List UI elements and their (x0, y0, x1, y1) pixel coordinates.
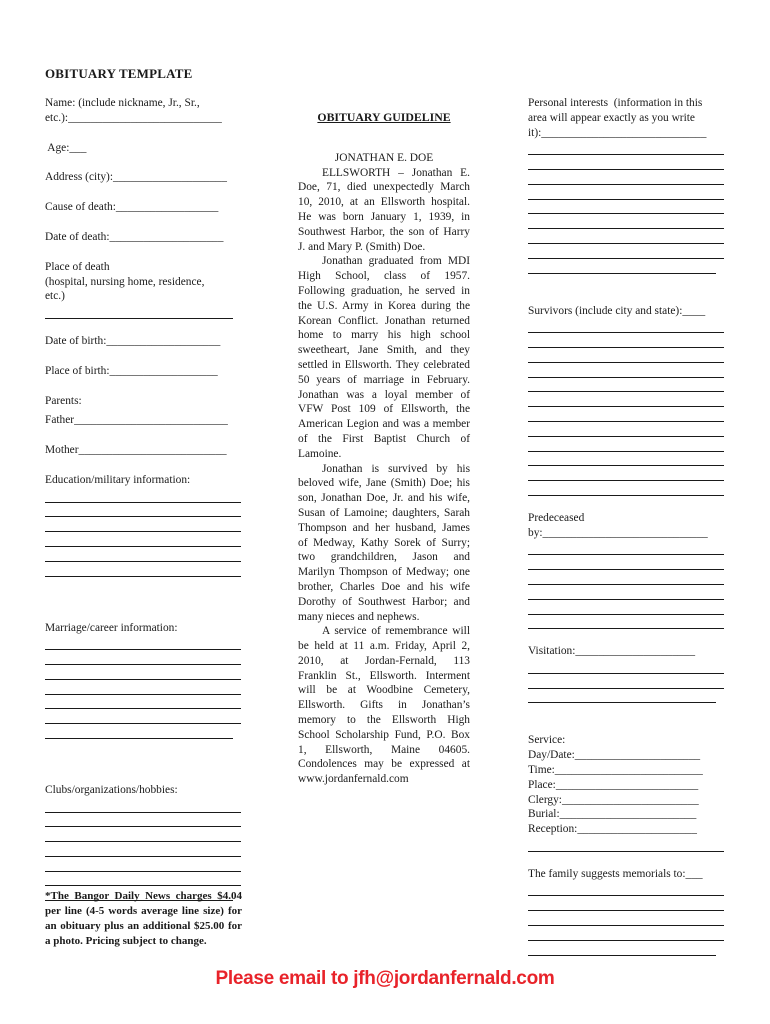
email-instruction: Please email to jfh@jordanfernald.com (215, 968, 555, 989)
marriage-career-line[interactable] (45, 695, 241, 710)
place-of-death-label: Place of death (45, 260, 110, 273)
predeceased-field[interactable]: by:_____________________________ (528, 526, 708, 539)
education-line[interactable] (45, 517, 241, 532)
pricing-note: *The Bangor Daily News charges $4.04 per line (4-5 words average line size) for an obituary plus an additional $25.00 for a photo. Pricing subject to change. (45, 890, 242, 947)
education-line[interactable] (45, 532, 241, 547)
clubs-line[interactable] (45, 827, 241, 842)
service-clergy-field[interactable]: Clergy:________________________ (528, 793, 699, 806)
service-place-field[interactable]: Place:_________________________ (528, 778, 699, 791)
marriage-career-line[interactable] (45, 635, 241, 650)
father-field[interactable]: Father___________________________ (45, 414, 228, 427)
date-of-birth-field[interactable]: Date of birth:____________________ (45, 334, 221, 347)
personal-interests-line[interactable] (528, 200, 724, 215)
service-time-field[interactable]: Time:__________________________ (528, 764, 703, 777)
marriage-career-line[interactable] (45, 665, 241, 680)
guideline-column (298, 110, 470, 787)
education-label: Education/military information: (45, 473, 191, 486)
predeceased-line[interactable] (528, 600, 724, 615)
survivors-line[interactable] (528, 318, 724, 333)
guideline-paragraph: A service of remembrance will be held at 11 a.m. Friday, April 2, 2010, at Jordan-Fernald, 113 Franklin St., Ellsworth. Interment will be at Woodbine Cemetery, Ellsworth. Gifts in Jonathan’s memory to the Ellsworth High School Scholarship Fund, P.O. Box 1, Ellsworth, Maine 04605. Condolences may be expressed at www.jordanfernald.com (298, 625, 470, 786)
clubs-line[interactable] (45, 872, 241, 887)
place-of-birth-field[interactable]: Place of birth:___________________ (45, 364, 218, 377)
personal-interests-line[interactable] (528, 140, 724, 155)
guideline-paragraph: Jonathan graduated from MDI High School, class of 1957. Following graduation, he served in the U.S. Army in Korea during the Korean Conflict. Jonathan returned home to marry his high school sweetheart, Jane Smith, and they settled in Ellsworth. They celebrated 50 years of marriage in February. Jonathan was a loyal member of VFW Post 109 of Ellsworth, the American Legion and was a member of the First Baptist Church of Lamoine. (298, 255, 470, 460)
visitation-field[interactable]: Visitation:_____________________ (528, 645, 696, 658)
clubs-line[interactable] (45, 842, 241, 857)
personal-interests-hint: area will appear exactly as you write (528, 111, 695, 124)
survivors-line[interactable] (528, 481, 724, 496)
name-field[interactable]: etc.):___________________________ (45, 111, 222, 124)
date-of-death-field[interactable]: Date of death:____________________ (45, 230, 224, 243)
service-burial-field[interactable]: Burial:________________________ (528, 808, 697, 821)
service-reception-field[interactable]: Reception:_____________________ (528, 823, 697, 836)
survivors-line[interactable] (528, 378, 724, 393)
age-field[interactable]: Age:___ (45, 141, 87, 154)
name-field-label: Name: (include nickname, Jr., Sr., (45, 97, 200, 109)
personal-interests-line[interactable] (528, 259, 716, 274)
marriage-career-label: Marriage/career information: (45, 621, 178, 634)
survivors-line[interactable] (528, 452, 724, 467)
place-of-death-hint-2: etc.) (45, 290, 65, 303)
personal-interests-line[interactable] (528, 214, 724, 229)
reception-line[interactable] (528, 837, 724, 852)
guideline-paragraph: Jonathan is survived by his beloved wife, Jane (Smith) Doe; his son, Jonathan Doe, Jr. and his wife, Susan of Lamoine; daughters, Sarah Thompson and her husband, James of Medway, Kathy Sorek of Surry; two grandchildren, Jason and Marilyn Thompson of Medway; one brother, Charles Doe and his wife Dorothy of Southwest Harbor; and many nieces and nephews. (298, 462, 470, 623)
predeceased-label: Predeceased (528, 511, 585, 524)
survivors-line[interactable] (528, 407, 724, 422)
clubs-label: Clubs/organizations/hobbies: (45, 783, 178, 796)
survivors-line[interactable] (528, 437, 724, 452)
mother-field[interactable]: Mother__________________________ (45, 444, 227, 457)
education-line[interactable] (45, 562, 241, 577)
marriage-career-line[interactable] (45, 680, 241, 695)
personal-interests-field[interactable]: it):_____________________________ (528, 126, 707, 139)
personal-interests-line[interactable] (528, 229, 724, 244)
service-label: Service: (528, 734, 566, 747)
parents-label: Parents: (45, 394, 82, 407)
survivors-line[interactable] (528, 422, 724, 437)
predeceased-line[interactable] (528, 555, 724, 570)
marriage-career-line[interactable] (45, 709, 241, 724)
memorials-line[interactable] (528, 926, 724, 941)
survivors-line[interactable] (528, 363, 724, 378)
cause-of-death-field[interactable]: Cause of death:__________________ (45, 201, 219, 214)
education-line[interactable] (45, 488, 241, 503)
left-column (45, 96, 245, 901)
personal-interests-line[interactable] (528, 155, 724, 170)
address-field[interactable]: Address (city):____________________ (45, 171, 227, 184)
marriage-career-line[interactable] (45, 724, 233, 739)
predeceased-line[interactable] (528, 570, 724, 585)
marriage-career-line[interactable] (45, 650, 241, 665)
clubs-line[interactable] (45, 813, 241, 828)
survivors-line[interactable] (528, 392, 724, 407)
clubs-line[interactable] (45, 798, 241, 813)
memorials-line[interactable] (528, 911, 724, 926)
service-daydate-field[interactable]: Day/Date:______________________ (528, 749, 701, 762)
personal-interests-line[interactable] (528, 244, 724, 259)
visitation-line[interactable] (528, 689, 716, 704)
survivors-line[interactable] (528, 333, 724, 348)
page-title: OBITUARY TEMPLATE (45, 66, 193, 81)
visitation-line[interactable] (528, 659, 724, 674)
right-column (528, 96, 726, 956)
predeceased-line[interactable] (528, 585, 724, 600)
predeceased-line[interactable] (528, 615, 724, 630)
memorials-field[interactable]: The family suggests memorials to:___ (528, 867, 703, 880)
survivors-field[interactable]: Survivors (include city and state):____ (528, 304, 706, 317)
visitation-line[interactable] (528, 674, 724, 689)
personal-interests-label: Personal interests (information in this (528, 97, 703, 109)
clubs-line[interactable] (45, 857, 241, 872)
place-of-death-hint: (hospital, nursing home, residence, (45, 275, 205, 288)
personal-interests-line[interactable] (528, 185, 724, 200)
memorials-line[interactable] (528, 941, 716, 956)
guideline-heading: OBITUARY GUIDELINE (317, 110, 451, 124)
predeceased-line[interactable] (528, 541, 724, 556)
place-of-death-line[interactable] (45, 304, 233, 319)
memorials-line[interactable] (528, 896, 724, 911)
education-line[interactable] (45, 503, 241, 518)
guideline-name: JONATHAN E. DOE (334, 151, 434, 164)
survivors-line[interactable] (528, 466, 724, 481)
survivors-line[interactable] (528, 348, 724, 363)
personal-interests-line[interactable] (528, 170, 724, 185)
education-line[interactable] (45, 547, 241, 562)
guideline-paragraph: ELLSWORTH – Jonathan E. Doe, 71, died unexpectedly March 10, 2010, at an Ellsworth hospital. He was born January 1, 1939, in Southwest Harbor, the son of Harry J. and Mary P. (Smith) Doe. (298, 166, 470, 253)
memorials-line[interactable] (528, 882, 724, 897)
